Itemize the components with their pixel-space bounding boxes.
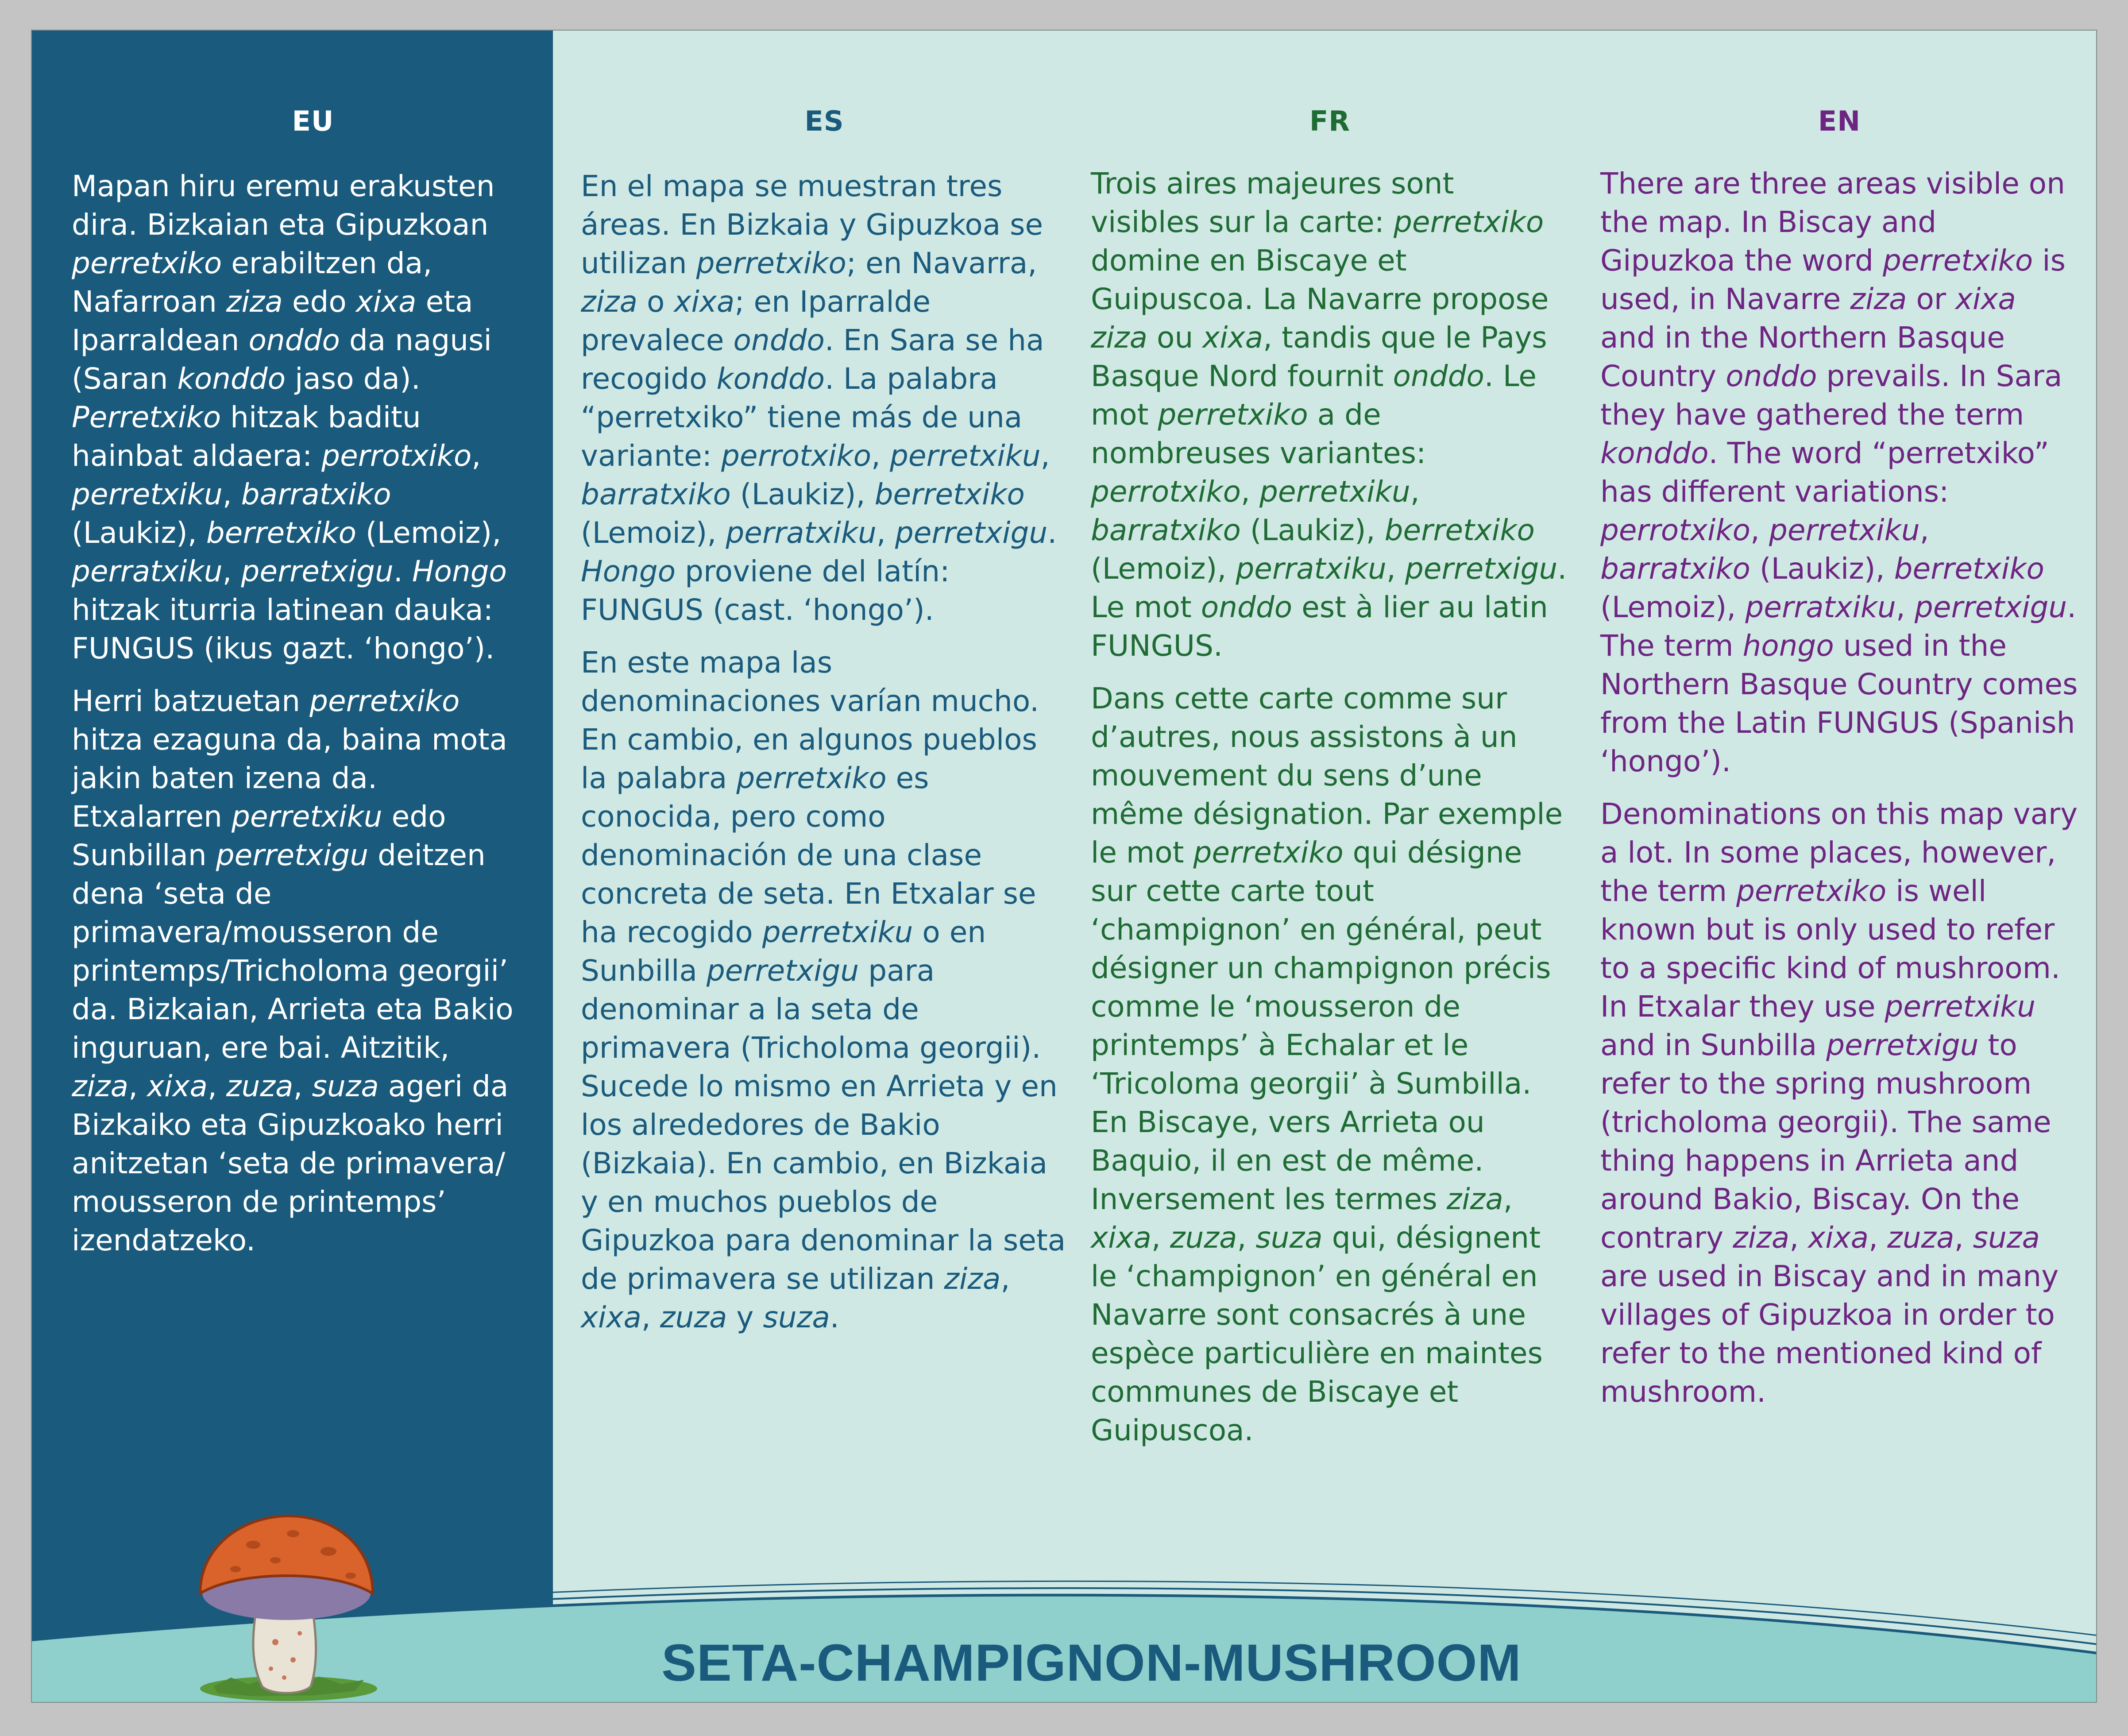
text-run: , [1789,1221,1808,1255]
italic-term: xixa [1202,321,1263,355]
text-run: Herri batzuetan [72,684,310,718]
italic-term: ziza [1850,282,1907,316]
text-run: There are three areas visible on the map. In Biscay and Gipuzkoa the word [1600,166,2066,278]
text-run: Trois aires majeures sont visibles sur la carte: [1091,166,1454,239]
text-run: , [222,554,241,588]
text-run: ; en Navarra, [846,246,1037,280]
italic-term: perretxiku [72,477,223,511]
italic-term: berretxiko [1894,552,2044,586]
text-run: (Laukiz), [72,516,206,550]
text-run: , [128,1069,147,1103]
italic-term: perratxiku [1745,590,1896,624]
italic-term: berretxiko [1384,513,1535,547]
text-run: , [1410,475,1420,509]
italic-term: suza [1255,1221,1323,1255]
italic-term: konddo [716,362,825,396]
text-run: En el mapa se muestran tres áreas. En Bizkaia y Gipuzkoa se utilizan [581,169,1043,280]
text-run: , [293,1069,312,1103]
italic-term: Hongo [581,554,676,588]
italic-term: zuza [1887,1221,1954,1255]
text-run: est à lier au latin FUNGUS. [1091,590,1548,663]
italic-term: suza [763,1300,830,1334]
text-run: , [1386,552,1405,586]
italic-term: perretxiko [696,246,846,280]
text-run: para denominar a la seta de primavera (Tricholoma georgii). Sucede lo mismo en Arrieta y en los alrededores de Bakio (Bizkaia). En cambio, en Bizkaia y en muchos pueblos de Gipuzkoa para denominar la seta de primavera se utilizan [581,954,1066,1296]
text-run: edo Sunbillan [72,800,446,872]
italic-term: perretxiko [1736,874,1887,908]
italic-term: perrotxiko [1600,513,1751,547]
italic-term: perretxiko [72,246,222,280]
italic-term: perrotxiko [1091,475,1241,509]
italic-term: ziza [1091,321,1148,355]
text-run: is well known but is only used to refer to a specific kind of mushroom. In Etxalar they use [1600,874,2060,1024]
column-body-fr [1091,164,1569,1464]
italic-term: xixa [1091,1221,1151,1255]
text-run: , [876,516,895,550]
text-run: erabiltzen da, Nafarroan [72,246,433,319]
italic-term: barratxiko [241,477,391,511]
text-run: , [471,439,481,473]
text-run: , [1750,513,1769,547]
text-run: or [1907,282,1955,316]
text-run: eta Iparraldean [72,285,473,357]
text-run: hitza ezaguna da, baina mota jakin baten izena da. Etxalarren [72,723,508,834]
text-run: prevails. In Sara they have gathered the term [1600,359,2062,432]
text-run: deitzen dena ‘seta de primavera/mousseron de printemps/Tricholoma georgii’ da. Bizkaian, Arrieta eta Bakio inguruan, ere bai. Aitzitik, [72,838,514,1065]
text-run: qui, désignent le ‘champignon’ en général en Navarre sont consacrés à une espèce particulière en maintes communes de Biscaye et Guipuscoa. [1091,1221,1543,1447]
italic-term: ziza [72,1069,129,1103]
italic-term: perretxiku [231,800,382,834]
italic-term: ziza [226,285,283,319]
text-run: (Laukiz), [730,477,875,511]
italic-term: perretxigu [1826,1028,1979,1062]
text-run: Denominations on this map vary a lot. In some places, however, the term [1600,797,2078,908]
paragraph [1600,164,2078,781]
text-run: , [1954,1221,1973,1255]
text-run: proviene del latín: FUNGUS (cast. ‘hongo’). [581,554,950,627]
italic-term: barratxiko [1091,513,1241,547]
italic-term: zuza [226,1069,294,1103]
page-sheet [31,30,2097,1703]
italic-term: perretxiku [762,915,913,949]
italic-term: zuza [660,1300,727,1334]
text-run: hitzak baditu hainbat aldaera: [72,400,421,473]
italic-term: perretxigu [1405,552,1558,586]
text-run: Mapan hiru eremu erakusten dira. Bizkaian eta Gipuzkoan [72,169,495,242]
text-run: , [1151,1221,1170,1255]
column-body-en [1600,164,2078,1425]
text-run: ageri da Bizkaiko eta Gipuzkoako herri anitzetan ‘seta de primavera/ mousseron de printemps’ izendatzeko. [72,1069,509,1257]
text-run: . The word “perretxiko” has different variations: [1600,436,2049,509]
text-run: is used, in Navarre [1600,244,2066,316]
text-run: . [1047,516,1057,550]
footer-title: SETA-CHAMPIGNON-MUSHROOM [661,1634,1522,1692]
italic-term: perrotxiko [321,439,472,473]
column-heading-fr: FR [1309,105,1351,137]
text-run: , [1040,439,1050,473]
italic-term: barratxiko [1600,552,1750,586]
text-run: ou [1147,321,1203,355]
italic-term: suza [1973,1221,2040,1255]
italic-term: perratxiku [726,516,877,550]
italic-term: perratxiku [72,554,223,588]
text-run: , [1869,1221,1888,1255]
italic-term: suza [312,1069,379,1103]
italic-term: perrotxiko [721,439,871,473]
text-run: . La palabra “perretxiko” tiene más de una variante: [581,362,1023,473]
italic-term: berretxiko [206,516,356,550]
text-run: , [871,439,890,473]
paragraph [1091,164,1569,665]
text-run: ; en Iparralde prevalece [581,285,931,357]
text-run: y [727,1300,763,1334]
paragraph [581,643,1068,1337]
italic-term: xixa [581,1300,641,1334]
mushroom-icon [182,1509,386,1703]
paragraph [72,682,519,1260]
text-run: (Laukiz), [1240,513,1385,547]
text-run: da nagusi (Saran [72,323,492,396]
italic-term: zuza [1170,1221,1237,1255]
text-run: . [830,1300,839,1334]
italic-term: perratxiku [1236,552,1386,586]
text-run: , tandis que le Pays Basque Nord fournit [1091,321,1547,393]
paragraph [1600,795,2078,1411]
italic-term: perretxiku [1885,990,2036,1024]
text-run: (Lemoiz), [581,516,726,550]
italic-term: perretxiko [1393,205,1544,239]
paragraph [1091,679,1569,1450]
italic-term: xixa [1955,282,2016,316]
italic-term: ziza [1446,1182,1503,1216]
text-run: , [1000,1262,1010,1296]
text-run: . [393,554,412,588]
italic-term: ziza [1733,1221,1790,1255]
italic-term: perretxiko [309,684,460,718]
italic-term: ziza [944,1262,1001,1296]
text-run: , [1503,1182,1513,1216]
text-run: , [207,1069,226,1103]
italic-term: berretxiko [874,477,1025,511]
italic-term: xixa [355,285,417,319]
italic-term: perretxigu [216,838,369,872]
text-run: (Laukiz), [1750,552,1894,586]
text-run: o [637,285,674,319]
italic-term: perretxiko [1883,244,2033,278]
text-run: , [1241,475,1259,509]
text-run: a de nombreuses variantes: [1091,398,1426,470]
text-run: , [1896,590,1915,624]
text-run: qui désigne sur cette carte tout ‘champignon’ en général, peut désigner un champignon précis comme le ‘mousseron de printemps’ à Echalar et le ‘Tricoloma georgii’ à Sumbilla. En Biscaye, vers Arrieta ou Baquio, il en est de même. Inversement les termes [1091,835,1551,1216]
text-run: domine en Biscaye et Guipuscoa. La Navarre propose [1091,244,1549,316]
italic-term: onddo [1393,359,1484,393]
italic-term: perretxigu [895,516,1048,550]
text-run: edo [282,285,356,319]
column-body-es [581,167,1068,1351]
column-heading-eu: EU [292,105,334,137]
italic-term: perretxiko [1193,835,1344,870]
text-run: . Le mot [1091,552,1567,624]
italic-term: Hongo [412,554,507,588]
italic-term: perretxigu [706,954,859,988]
italic-term: perretxiko [736,761,887,795]
italic-term: onddo [733,323,825,357]
italic-term: perretxiko [1158,398,1308,432]
text-run: . Le mot [1091,359,1537,432]
italic-term: Perretxiko [72,400,221,434]
column-heading-en: EN [1818,105,1861,137]
text-run: . En Sara se ha recogido [581,323,1044,396]
italic-term: barratxiko [581,477,731,511]
text-run: used in the Northern Basque Country comes from the Latin FUNGUS (Spanish ‘hongo’). [1600,629,2078,778]
italic-term: xixa [1808,1221,1869,1255]
italic-term: konddo [177,362,286,396]
text-run: and in Sunbilla [1600,1028,1827,1062]
text-run: , [1237,1221,1256,1255]
text-run: o en Sunbilla [581,915,986,988]
italic-term: ziza [581,285,638,319]
text-run: to refer to the spring mushroom (tricholoma georgii). The same thing happens in Arrieta and around Bakio, Biscay. On the contrary [1600,1028,2051,1255]
italic-term: xixa [674,285,735,319]
text-run: . The term [1600,590,2077,663]
text-run: , [641,1300,660,1334]
text-run: (Lemoiz), [1091,552,1236,586]
column-body-eu [72,167,519,1274]
paragraph [72,167,519,668]
text-run: (Lemoiz), [356,516,502,550]
italic-term: perretxiku [889,439,1041,473]
italic-term: onddo [1201,590,1293,624]
text-run: Dans cette carte comme sur d’autres, nous assistons à un mouvement du sens d’une même désignation. Par exemple le mot [1091,681,1563,870]
text-run: es conocida, pero como denominación de una clase concreta de seta. En Etxalar se ha recogido [581,761,1036,949]
text-run: and in the Northern Basque Country [1600,321,2005,393]
italic-term: perretxiku [1769,513,1920,547]
text-run: are used in Biscay and in many villages of Gipuzkoa in order to refer to the mentioned kind of mushroom. [1600,1259,2059,1409]
italic-term: onddo [1726,359,1817,393]
italic-term: perretxiku [1259,475,1410,509]
text-run: jaso da). [286,362,421,396]
paragraph [581,167,1068,629]
text-run: En este mapa las denominaciones varían mucho. En cambio, en algunos pueblos la palabra [581,646,1039,795]
text-run: , [222,477,241,511]
text-run: (Lemoiz), [1600,590,1746,624]
italic-term: xixa [147,1069,208,1103]
text-run: hitzak iturria latinean dauka: FUNGUS (ikus gazt. ‘hongo’). [72,593,495,665]
text-run: , [1919,513,1929,547]
column-heading-es: ES [804,105,844,137]
italic-term: perretxigu [1914,590,2067,624]
italic-term: perretxigu [241,554,394,588]
italic-term: hongo [1742,629,1834,663]
italic-term: onddo [248,323,340,357]
italic-term: konddo [1600,436,1709,470]
